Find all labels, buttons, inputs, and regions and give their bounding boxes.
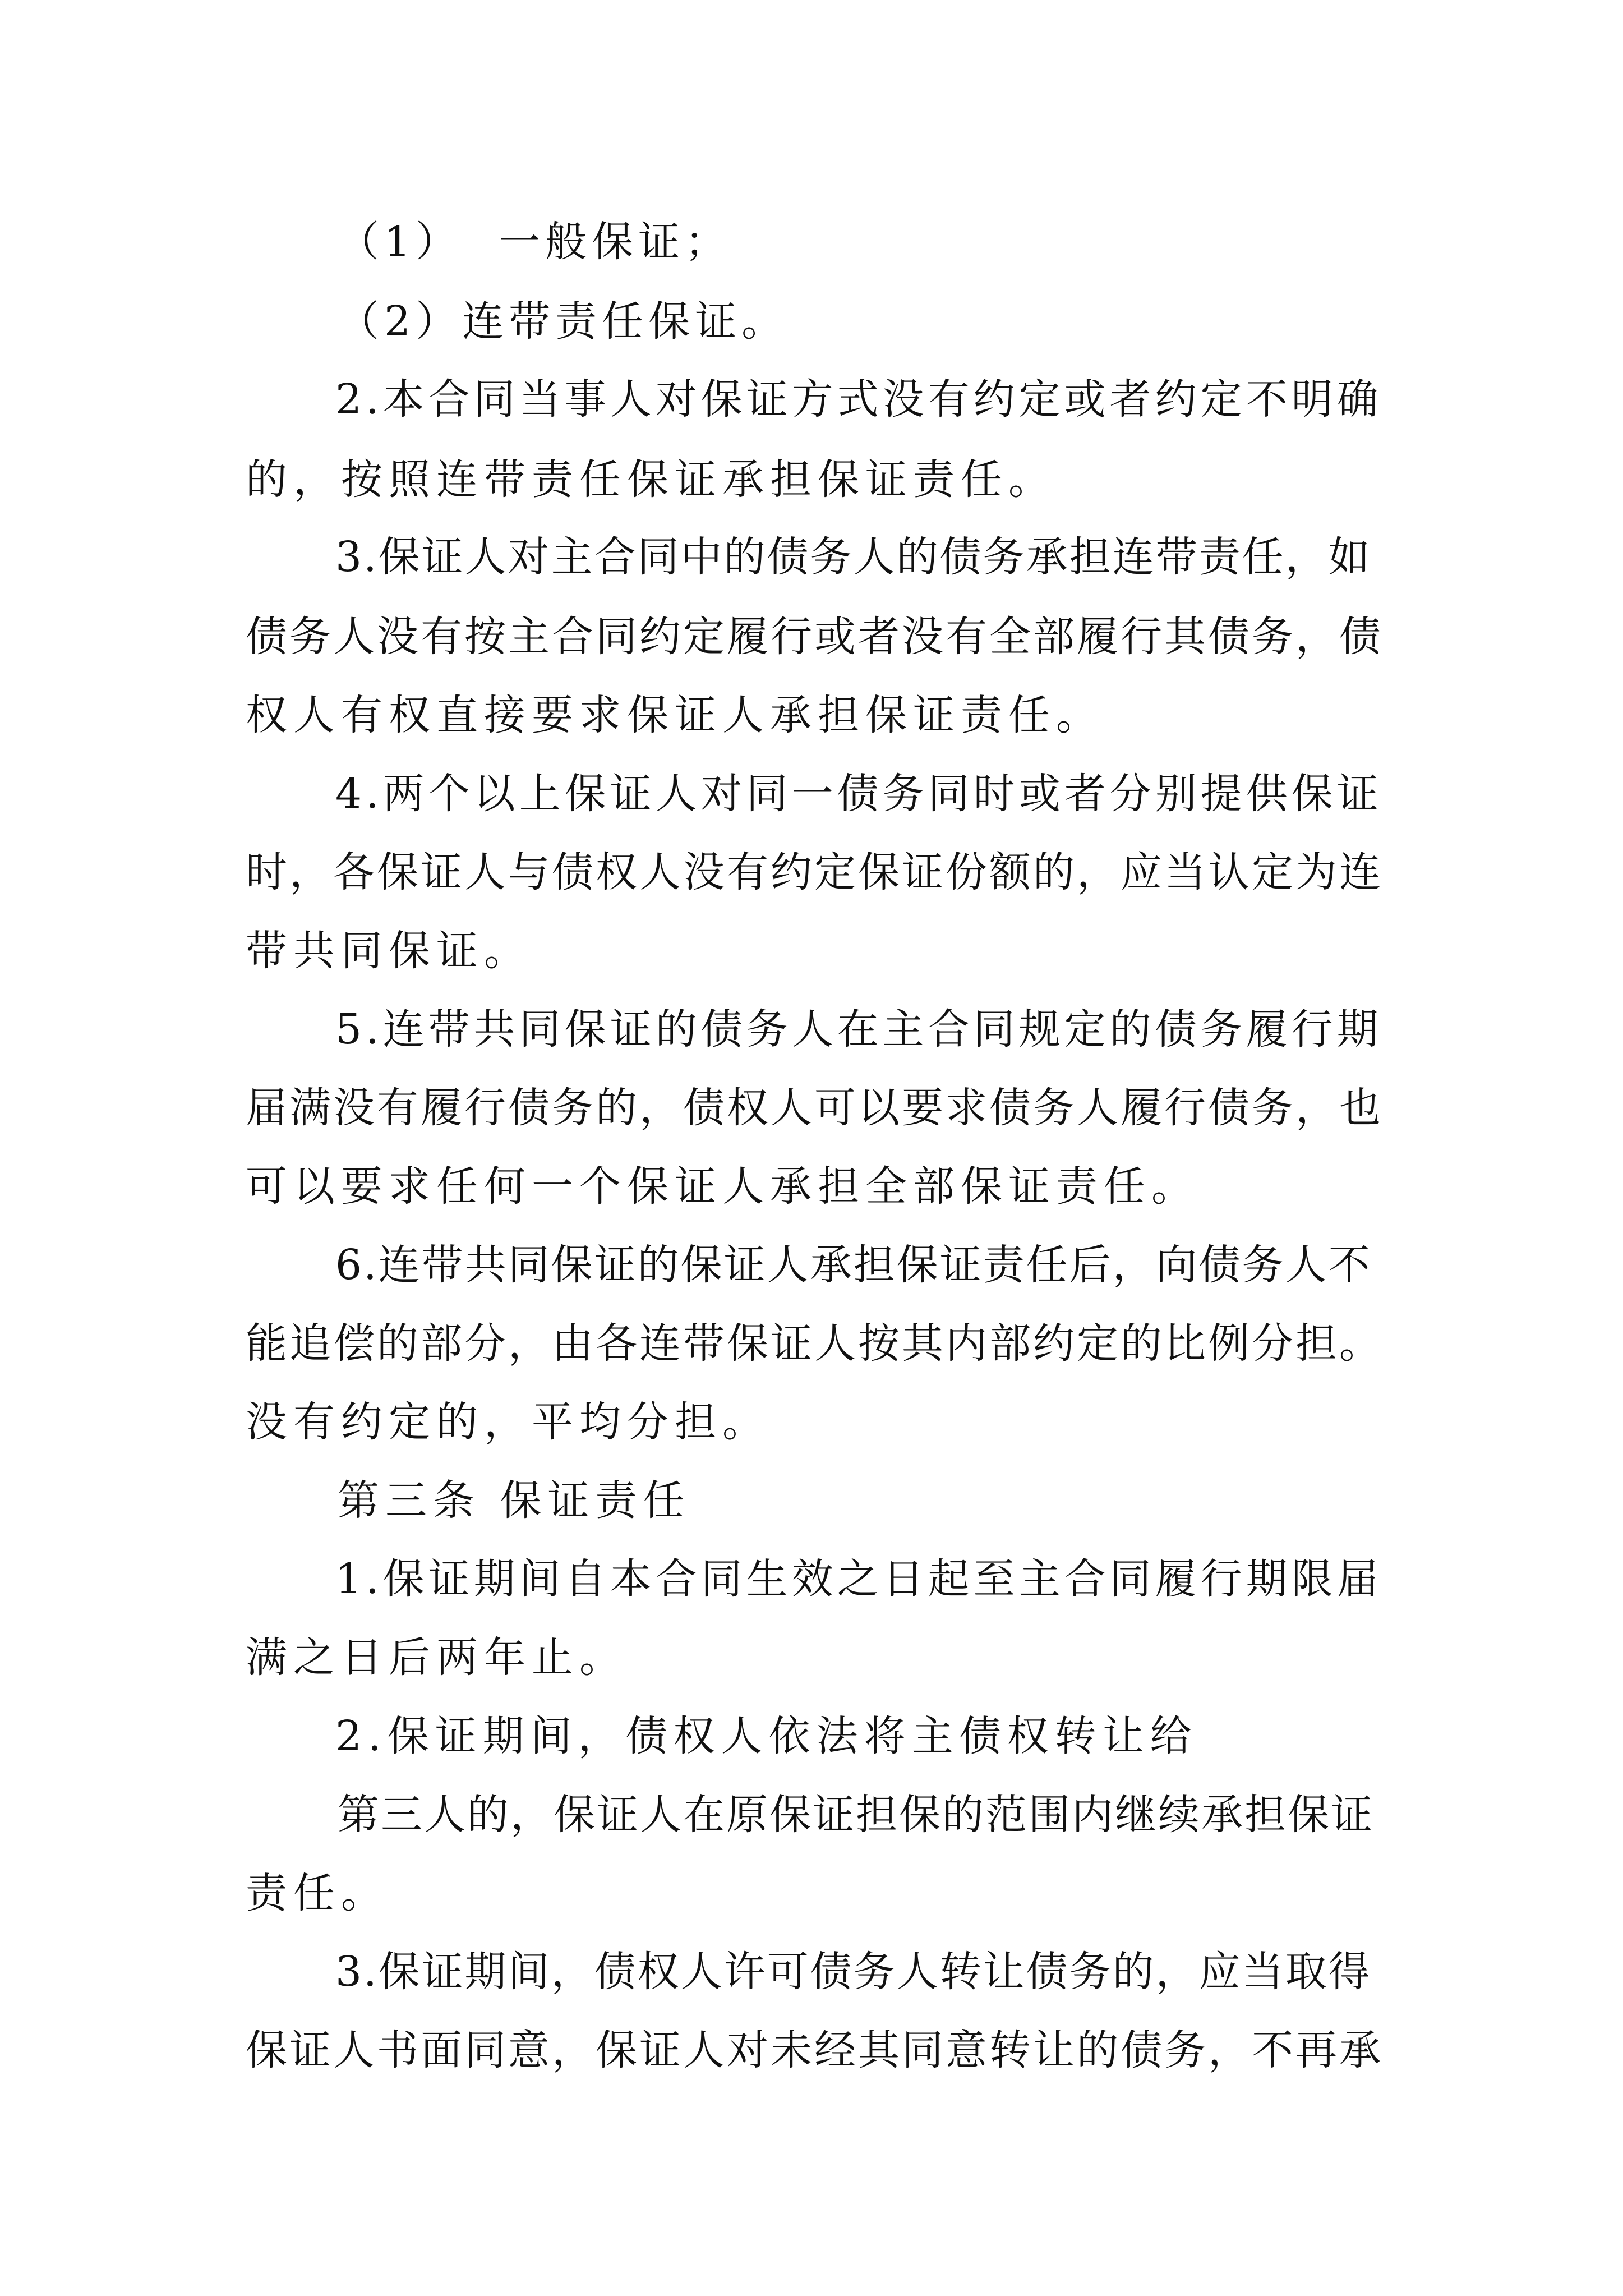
text-line: 5.连带共同保证的债务人在主合同规定的债务履行期 xyxy=(335,1005,1382,1053)
text-line: 满之日后两年止。 xyxy=(246,1634,627,1682)
text-line: （1） 一般保证； xyxy=(338,218,732,266)
text-line: 3.保证人对主合同中的债务人的债务承担连带责任，如 xyxy=(335,533,1372,581)
text-line: 时，各保证人与债权人没有约定保证份额的，应当认定为连 xyxy=(246,848,1383,896)
text-line: 权人有权直接要求保证人承担保证责任。 xyxy=(246,691,1104,739)
text-line: 债务人没有按主合同约定履行或者没有全部履行其债务，债 xyxy=(246,613,1383,661)
text-line: 可以要求任何一个保证人承担全部保证责任。 xyxy=(246,1162,1199,1211)
text-line: 2.保证期间，债权人依法将主债权转让给 xyxy=(335,1712,1198,1760)
text-line: 的，按照连带责任保证承担保证责任。 xyxy=(246,455,1056,504)
text-line: （2）连带责任保证。 xyxy=(338,297,789,346)
text-line: 没有约定的，平均分担。 xyxy=(246,1398,770,1446)
text-line: 带共同保证。 xyxy=(246,927,532,975)
text-line: 保证人书面同意，保证人对未经其同意转让的债务，不再承 xyxy=(246,2026,1383,2074)
text-line: 6.连带共同保证的保证人承担保证责任后，向债务人不 xyxy=(335,1241,1372,1289)
text-line: 3.保证期间，债权人许可债务人转让债务的，应当取得 xyxy=(335,1948,1372,1996)
text-line: 1.保证期间自本合同生效之日起至主合同履行期限届 xyxy=(335,1555,1382,1603)
text-line: 能追偿的部分，由各连带保证人按其内部约定的比例分担。 xyxy=(246,1319,1383,1368)
text-line: 2.本合同当事人对保证方式没有约定或者约定不明确 xyxy=(335,375,1382,424)
section-heading: 第三条 保证责任 xyxy=(338,1476,691,1525)
text-line: 4.两个以上保证人对同一债务同时或者分别提供保证 xyxy=(335,770,1382,818)
text-line: 届满没有履行债务的，债权人可以要求债务人履行债务，也 xyxy=(246,1084,1383,1132)
text-line: 责任。 xyxy=(246,1869,389,1917)
text-line: 第三人的，保证人在原保证担保的范围内继续承担保证 xyxy=(338,1791,1374,1839)
